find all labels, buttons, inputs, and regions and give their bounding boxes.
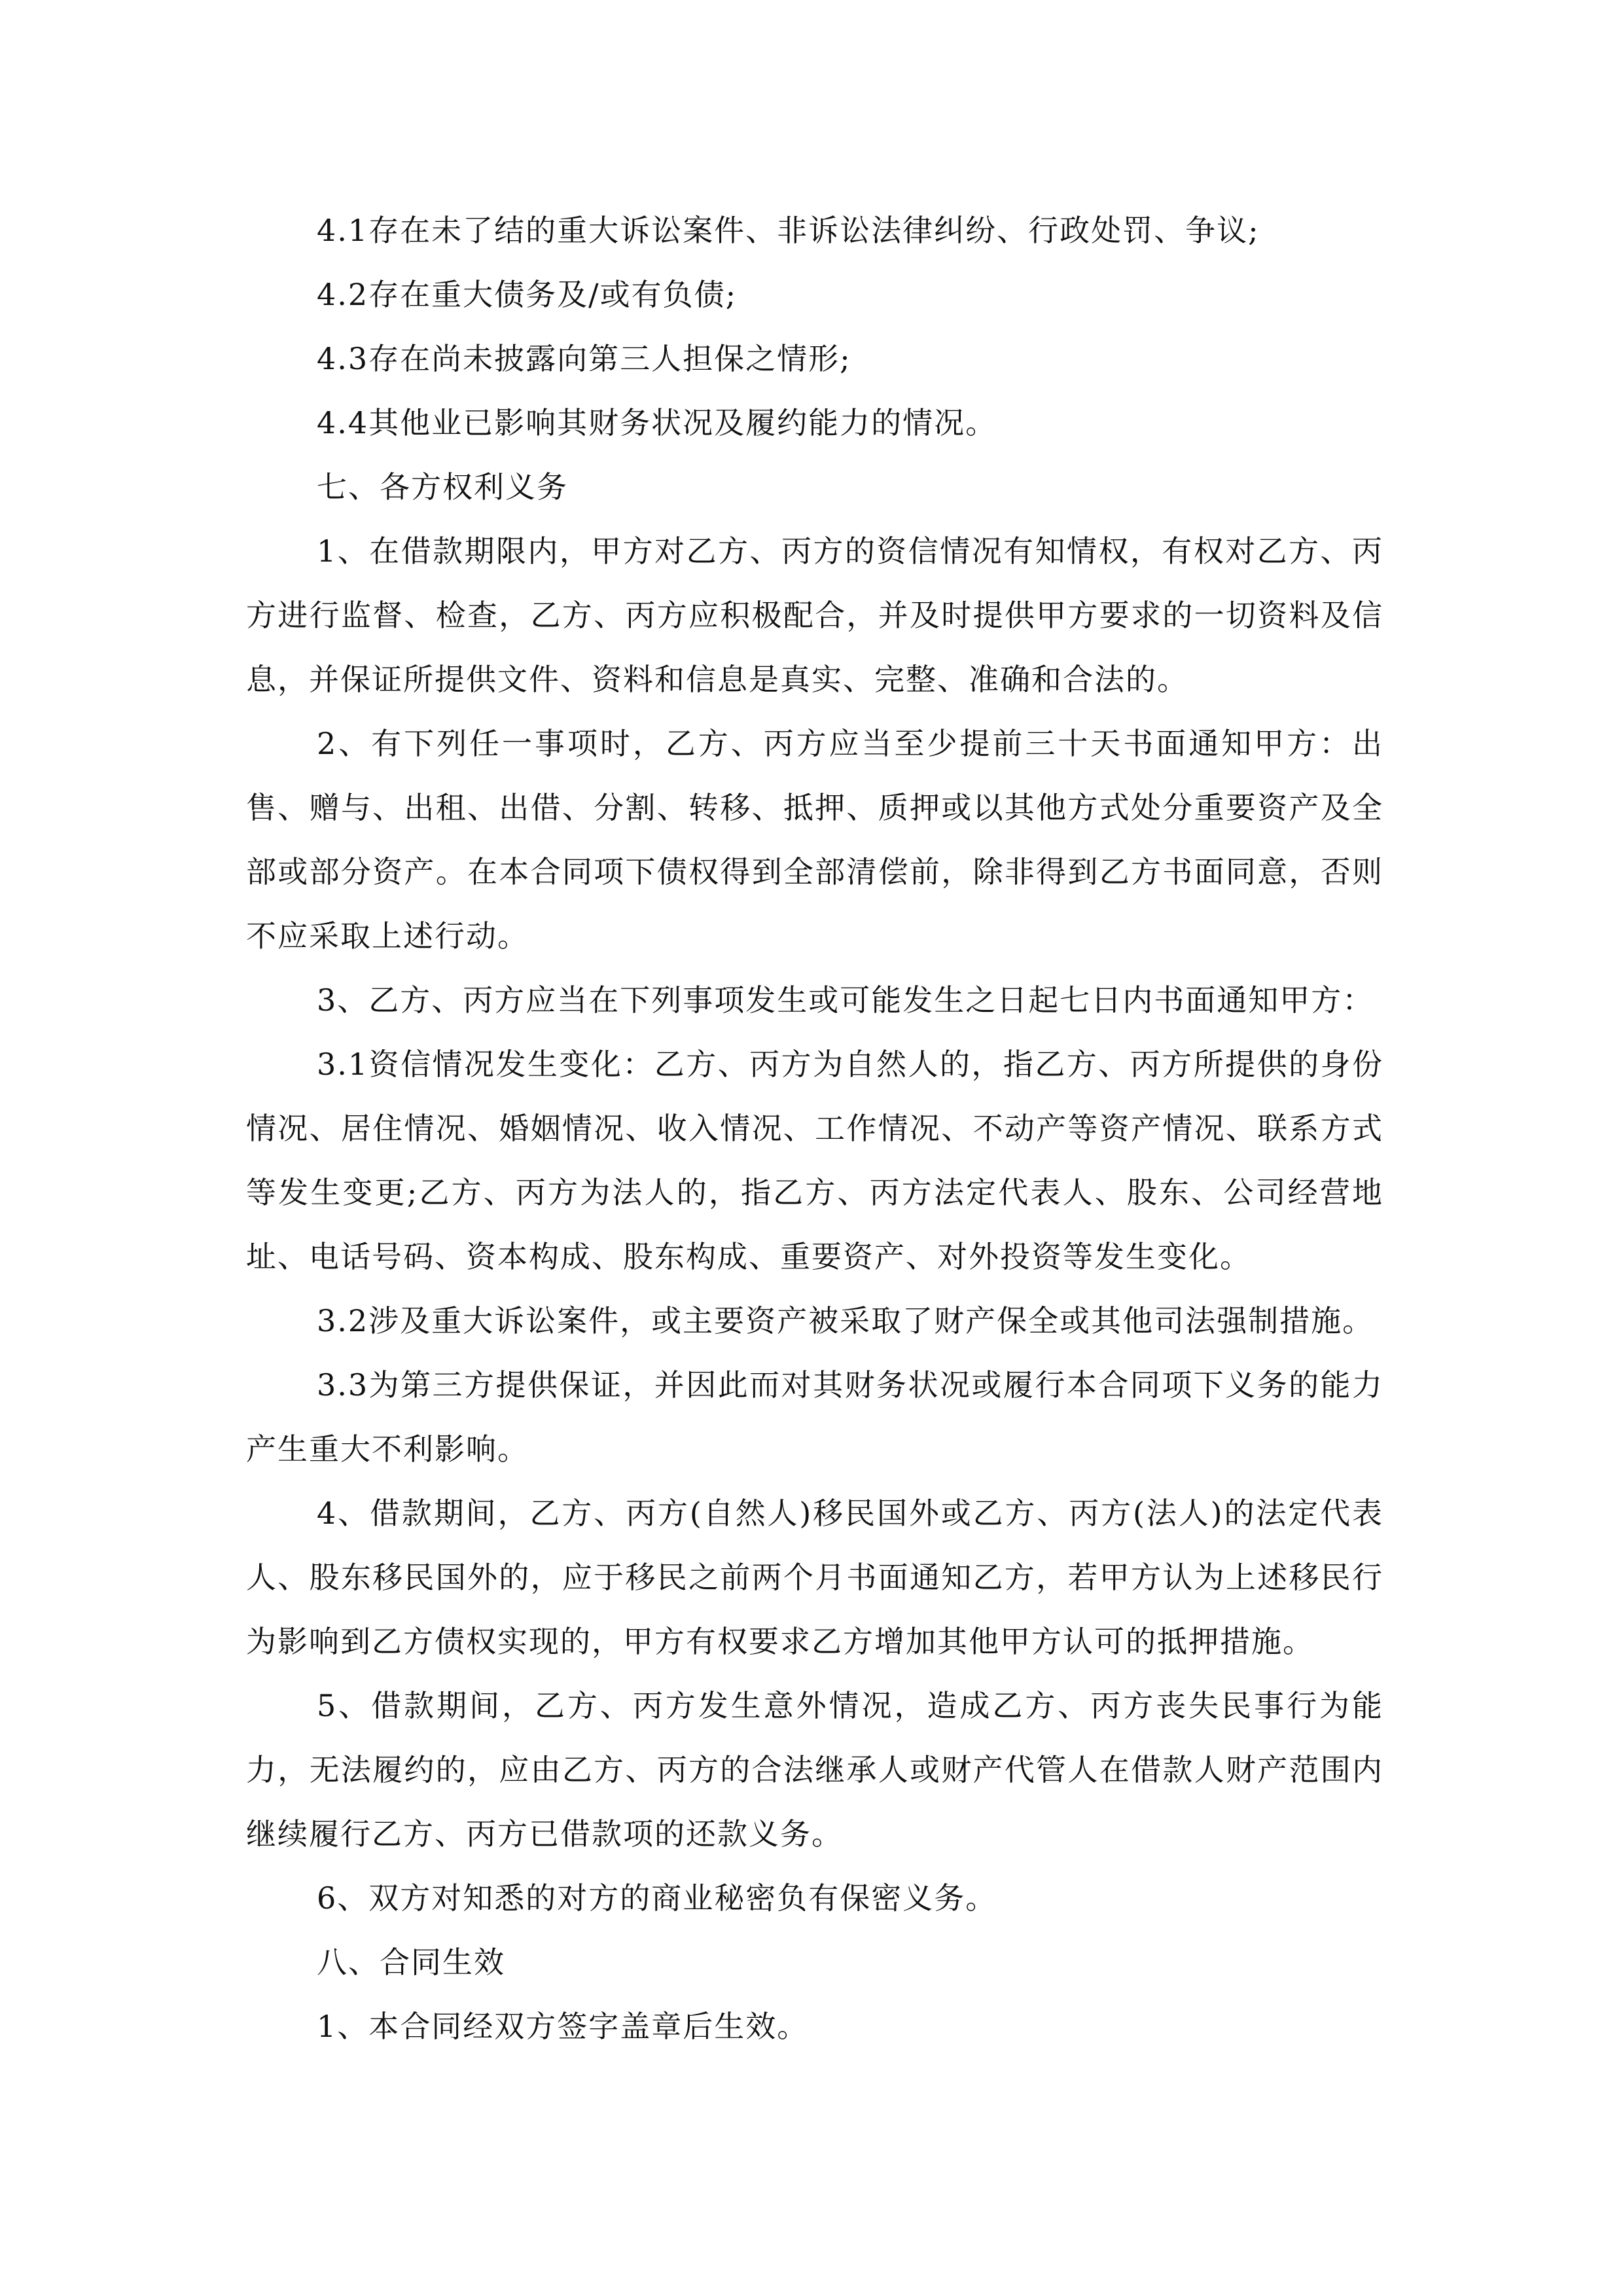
clause-4-1: 4.1存在未了结的重大诉讼案件、非诉讼法律纠纷、行政处罚、争议; [317, 213, 1260, 248]
clause-4-4: 4.4其他业已影响其财务状况及履约能力的情况。 [317, 405, 997, 440]
clause-4-2: 4.2存在重大债务及/或有负债; [317, 277, 738, 312]
clause-3-1: 3.1资信情况发生变化：乙方、丙方为自然人的，指乙方、丙方所提供的身份情况、居住情况、婚姻情况、收入情况、工作情况、不动产等资产情况、联系方式等发生变更;乙方、丙方为法人的，指乙方、丙方法定代表人、股东、公司经营地址、电话号码、资本构成、股东构成、重要资产、对外投资等发生变化。 [246, 1047, 1383, 1274]
section-7-clause-5: 5、借款期间，乙方、丙方发生意外情况，造成乙方、丙方丧失民事行为能力，无法履约的，应由乙方、丙方的合法继承人或财产代管人在借款人财产范围内继续履行乙方、丙方已借款项的还款义务。 [246, 1688, 1383, 1852]
section-heading-7: 七、各方权利义务 [317, 469, 568, 505]
section-7-clause-4: 4、借款期间，乙方、丙方(自然人)移民国外或乙方、丙方(法人)的法定代表人、股东移民国外的，应于移民之前两个月书面通知乙方，若甲方认为上述移民行为影响到乙方债权实现的，甲方有权要求乙方增加其他甲方认可的抵押措施。 [246, 1496, 1383, 1659]
section-heading-8: 八、合同生效 [317, 1945, 505, 1980]
clause-3-3: 3.3为第三方提供保证，并因此而对其财务状况或履行本合同项下义务的能力产生重大不利影响。 [246, 1367, 1383, 1467]
section-7-clause-1: 1、在借款期限内，甲方对乙方、丙方的资信情况有知情权，有权对乙方、丙方进行监督、检查，乙方、丙方应积极配合，并及时提供甲方要求的一切资料及信息，并保证所提供文件、资料和信息是真实、完整、准确和合法的。 [246, 533, 1383, 697]
clause-3-2: 3.2涉及重大诉讼案件，或主要资产被采取了财产保全或其他司法强制措施。 [317, 1303, 1374, 1338]
section-7-clause-3: 3、乙方、丙方应当在下列事项发生或可能发生之日起七日内书面通知甲方： [317, 982, 1374, 1018]
clause-4-3: 4.3存在尚未披露向第三人担保之情形; [317, 341, 851, 376]
section-7-clause-6: 6、双方对知悉的对方的商业秘密负有保密义务。 [317, 1880, 997, 1916]
section-7-clause-2: 2、有下列任一事项时，乙方、丙方应当至少提前三十天书面通知甲方：出售、赠与、出租、出借、分割、转移、抵押、质押或以其他方式处分重要资产及全部或部分资产。在本合同项下债权得到全部清偿前，除非得到乙方书面同意，否则不应采取上述行动。 [246, 726, 1383, 954]
section-8-clause-1: 1、本合同经双方签字盖章后生效。 [317, 2009, 809, 2044]
